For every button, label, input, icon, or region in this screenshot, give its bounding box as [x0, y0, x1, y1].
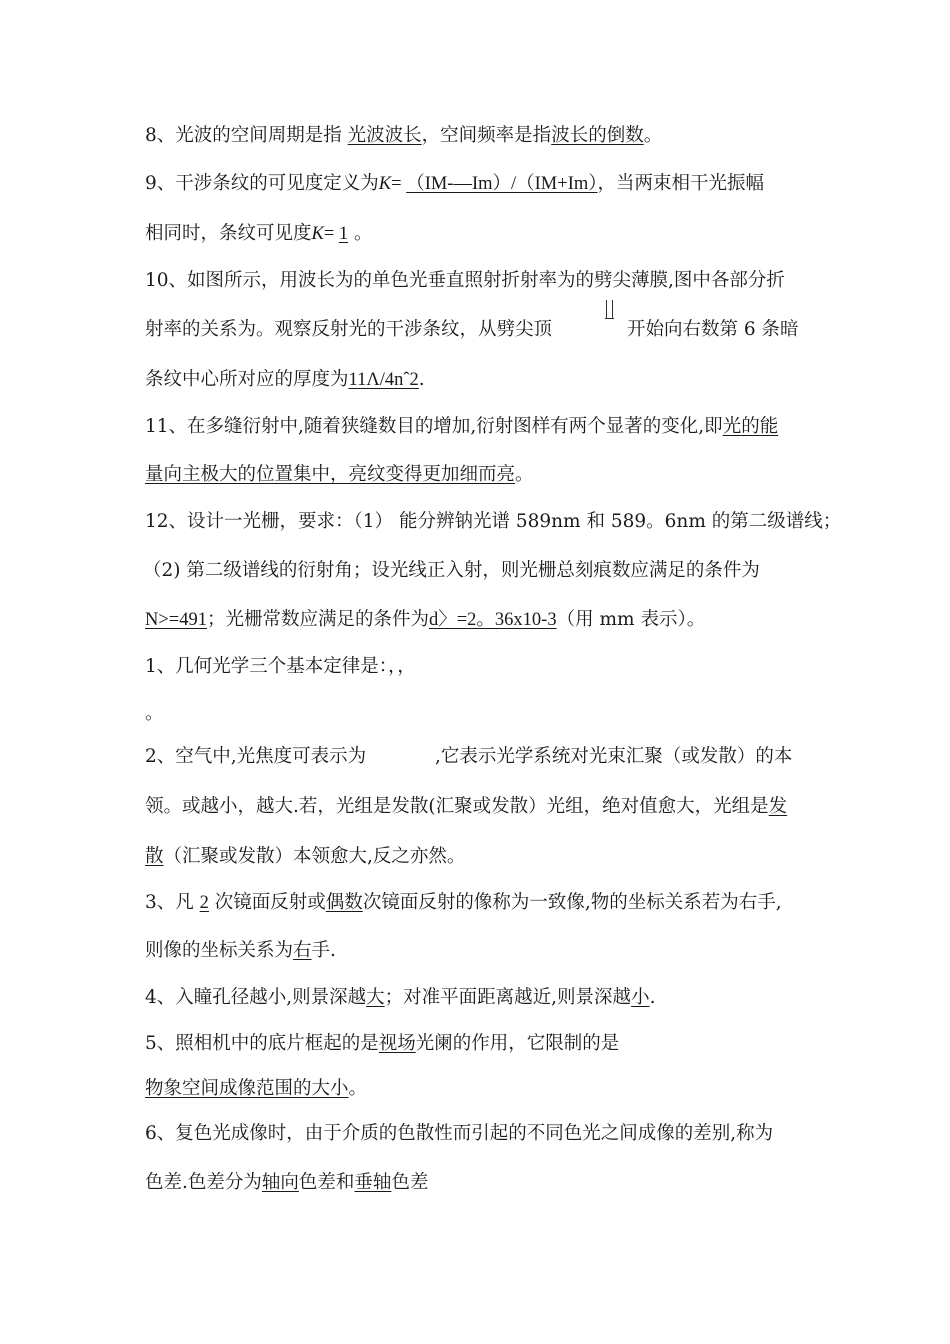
q9-answer-2: 1 — [338, 224, 349, 244]
g6-p1: 色差.色差分为 — [145, 1172, 262, 1193]
q9-l2-end: 。 — [348, 223, 373, 244]
g2-answer-2: 散 — [145, 846, 164, 867]
g6-answer-2: 垂轴 — [354, 1172, 392, 1193]
q9-line-1 — [145, 172, 764, 196]
g5-p1: 5、照相机中的底片框起的是 — [145, 1033, 379, 1054]
q11-line-2 — [145, 463, 534, 487]
q12-line-3 — [145, 608, 705, 632]
q8-mid: ，空间频率是指 — [421, 125, 552, 146]
g6-p2: 色差和 — [298, 1172, 355, 1193]
g2-l2-prefix: 领。或越小，越大.若，光组是发散(汇聚或发散）光组，绝对值愈大，光组是 — [145, 796, 769, 817]
q11-prefix: 11、在多缝衍射中,随着狭缝数目的增加,衍射图样有两个显著的变化,即 — [145, 416, 723, 437]
g3-answer-3: 右 — [293, 940, 312, 961]
g4-p2: ；对准平面距离越近,则景深越 — [384, 987, 632, 1008]
g4-p1: 4、入瞳孔径越小,则景深越 — [145, 987, 367, 1008]
q11-line-1 — [145, 415, 778, 439]
g3-p1: 3、凡 — [145, 892, 200, 913]
q9-eq: = — [391, 174, 407, 194]
g2-line-3 — [145, 845, 465, 869]
q9-prefix: 9、干涉条纹的可见度定义为 — [145, 173, 379, 194]
g1-line-1: 1、几何光学三个基本定律是：，， — [145, 656, 416, 677]
g1-line-2: 。 — [145, 703, 164, 724]
q11-answer-1: 光的能 — [722, 416, 779, 437]
g2-line-1a: 2、空气中,光焦度可表示为 — [145, 746, 367, 767]
q12-answer-1: N>=491 — [145, 610, 207, 630]
q12-line-1: 12、设计一光栅，要求：（1） 能分辨钠光谱 589nm 和 589。6nm 的第二级谱线； — [145, 511, 842, 532]
q11-end: 。 — [515, 464, 534, 485]
q8-answer-2: 波长的倒数 — [551, 125, 644, 146]
q10-l3-end: . — [418, 369, 425, 390]
q10-line-1: 10、如图所示，用波长为的单色光垂直照射折射率为的劈尖薄膜,图中各部分折 — [145, 270, 785, 291]
q8-end: 。 — [643, 125, 663, 146]
q8-line — [145, 124, 662, 148]
wedge-apex-marker — [606, 300, 613, 318]
g2-l3-end: （汇聚或发散）本领愈大,反之亦然。 — [163, 846, 466, 867]
q12-answer-2: d〉=2。36x10-3 — [429, 610, 557, 630]
g5-line-1 — [145, 1032, 619, 1056]
g3-answer-1: 2 — [199, 893, 209, 913]
g3-answer-2: 偶数 — [325, 892, 363, 913]
q10-l3-prefix: 条纹中心所对应的厚度为 — [145, 369, 349, 390]
q8-answer-1: 光波波长 — [347, 125, 422, 146]
g3-line-1 — [145, 891, 782, 915]
g5-answer-1: 视场 — [378, 1033, 416, 1054]
g5-p2: 光阑的作用，它限制的是 — [415, 1033, 620, 1054]
g3-l2-prefix: 则像的坐标关系为 — [145, 940, 294, 961]
q12-line-2: （2) 第二级谱线的衍射角；设光线正入射，则光栅总刻痕数应满足的条件为 — [143, 560, 760, 581]
q9-l2-prefix: 相同时，条纹可见度 — [145, 223, 312, 244]
q9-l2-k: K — [311, 224, 324, 244]
q9-k: K — [378, 174, 392, 194]
q10-line-2b: 开始向右数第 6 条暗 — [627, 319, 799, 340]
q10-answer: 11Λ/4nˆ2 — [348, 370, 419, 390]
g2-line-2 — [145, 795, 787, 819]
q10-line-3 — [145, 368, 425, 392]
g3-p3: 次镜面反射的像称为一致像,物的坐标关系若为右手, — [362, 892, 782, 913]
q8-prefix: 8、光波的空间周期是指 — [145, 125, 348, 146]
g5-line-2 — [145, 1077, 367, 1101]
q9-l2-eq: = — [323, 224, 339, 244]
g3-l2-end: 手. — [311, 940, 336, 961]
g5-answer-2: 物象空间成像范围的大小 — [145, 1078, 349, 1099]
q11-answer-2: 量向主极大的位置集中，亮纹变得更加细而亮 — [145, 464, 516, 485]
g4-answer-2: 小 — [631, 987, 650, 1008]
q10-line-2a: 射率的关系为。观察反射光的干涉条纹，从劈尖顶 — [145, 319, 553, 340]
g3-p2: 次镜面反射或 — [208, 892, 326, 913]
g6-line-2 — [145, 1171, 428, 1195]
g6-p3: 色差 — [391, 1172, 429, 1193]
q12-end: （用 mm 表示）。 — [556, 609, 706, 630]
g4-p3: . — [649, 987, 656, 1008]
q12-mid: ；光栅常数应满足的条件为 — [206, 609, 429, 630]
g6-answer-1: 轴向 — [261, 1172, 299, 1193]
g2-line-1b: ,它表示光学系统对光束汇聚（或发散）的本 — [435, 746, 793, 767]
g5-end: 。 — [348, 1078, 368, 1099]
q9-answer-1: （IM-—Im）/（IM+Im） — [406, 174, 598, 194]
q9-tail: ，当两束相干光振幅 — [597, 173, 765, 194]
g4-line — [145, 986, 655, 1010]
g4-answer-1: 大 — [366, 987, 385, 1008]
g3-line-2 — [145, 939, 336, 963]
g2-answer-1: 发 — [768, 796, 788, 817]
q9-line-2 — [145, 222, 373, 246]
g6-line-1: 6、复色光成像时，由于介质的色散性而引起的不同色光之间成像的差别,称为 — [145, 1123, 774, 1144]
